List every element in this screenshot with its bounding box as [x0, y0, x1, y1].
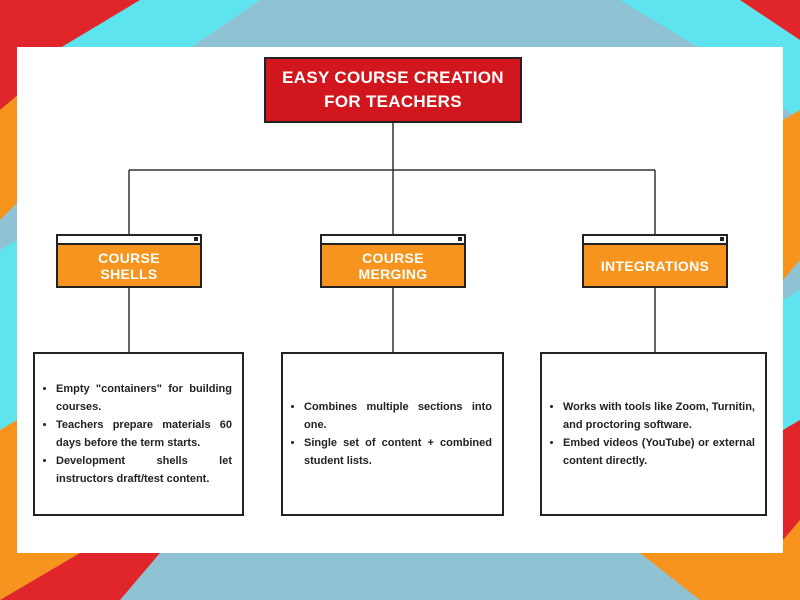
- bullet-list: [548, 398, 755, 470]
- root-title-box: [264, 57, 522, 123]
- bullet-item: • Single set of content + combined student lists.: [304, 434, 492, 470]
- bullet-item: • Empty "containers" for building courses.: [56, 380, 232, 416]
- category-box: [320, 243, 466, 288]
- window-bar: [56, 234, 202, 243]
- bullet-item: • Combines multiple sections into one.: [304, 398, 492, 434]
- category-label: COURSE MERGING: [358, 249, 428, 282]
- window-bar: [582, 234, 728, 243]
- bullet-item: • Embed videos (YouTube) or external content directly.: [563, 434, 755, 470]
- category-label: COURSE SHELLS: [98, 249, 160, 282]
- window-square-icon: [194, 237, 198, 241]
- detail-box-course-merging: [281, 352, 504, 516]
- category-integrations: [582, 234, 728, 288]
- category-label: INTEGRATIONS: [600, 257, 710, 274]
- detail-box-integrations: [540, 352, 767, 516]
- category-course-merging: [320, 234, 466, 288]
- bullet-item: • Teachers prepare materials 60 days before the term starts.: [56, 416, 232, 452]
- bullet-item: • Development shells let instructors draft/test content.: [56, 452, 232, 488]
- window-square-icon: [458, 237, 462, 241]
- category-box: [582, 243, 728, 288]
- window-bar: [320, 234, 466, 243]
- root-title: EASY COURSE CREATION FOR TEACHERS: [282, 68, 504, 111]
- category-box: [56, 243, 202, 288]
- category-course-shells: [56, 234, 202, 288]
- bullet-item: • Works with tools like Zoom, Turnitin, and proctoring software.: [563, 398, 755, 434]
- window-square-icon: [720, 237, 724, 241]
- bullet-list: [41, 380, 232, 488]
- bullet-list: [289, 398, 492, 470]
- detail-box-course-shells: [33, 352, 244, 516]
